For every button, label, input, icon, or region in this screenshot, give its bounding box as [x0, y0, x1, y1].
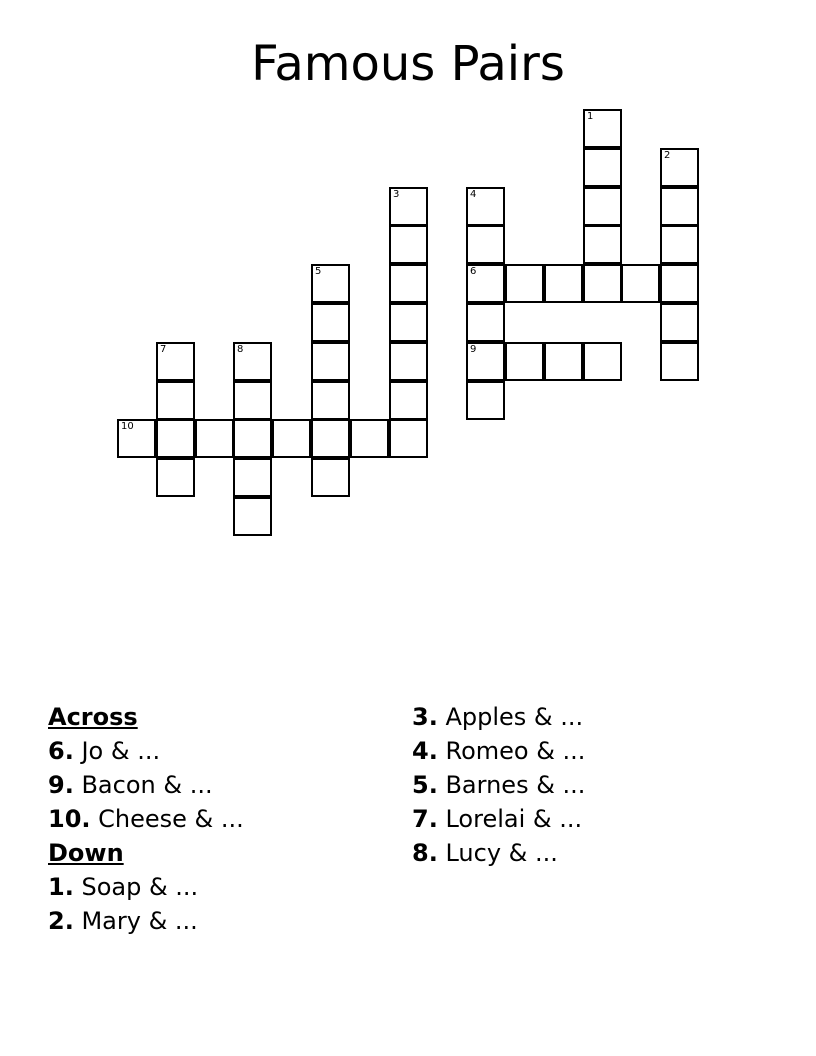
clue-down-3[interactable]: [412, 700, 772, 734]
grid-cell[interactable]: [660, 303, 699, 342]
clue-text: Mary & ...: [81, 907, 198, 935]
grid-cell[interactable]: [583, 342, 622, 381]
grid-cell[interactable]: [195, 419, 234, 458]
grid-cell[interactable]: [583, 187, 622, 226]
cell-number: 7: [160, 344, 167, 355]
grid-cell[interactable]: [660, 264, 699, 303]
clue-down-7[interactable]: [412, 802, 772, 836]
clue-down-1[interactable]: [48, 870, 378, 904]
grid-cell[interactable]: [311, 381, 350, 420]
grid-cell[interactable]: [466, 381, 505, 420]
clue-across-6[interactable]: [48, 734, 378, 768]
clue-text: Soap & ...: [81, 873, 199, 901]
grid-cell[interactable]: [389, 381, 428, 420]
grid-cell[interactable]: [272, 419, 311, 458]
grid-cell[interactable]: [389, 303, 428, 342]
grid-cell[interactable]: [466, 342, 505, 381]
cell-number: 6: [470, 266, 477, 277]
clue-number: 5.: [412, 771, 438, 799]
across-heading: Across: [48, 703, 138, 731]
grid-cell[interactable]: [117, 419, 156, 458]
grid-cell[interactable]: [660, 187, 699, 226]
clue-text: Lucy & ...: [445, 839, 558, 867]
grid-cell[interactable]: [505, 264, 544, 303]
grid-cell[interactable]: [233, 419, 272, 458]
grid-cell[interactable]: [389, 419, 428, 458]
grid-cell[interactable]: [466, 264, 505, 303]
grid-cell[interactable]: [660, 225, 699, 264]
grid-cell[interactable]: [311, 342, 350, 381]
clue-down-2[interactable]: [48, 904, 378, 938]
clue-down-5[interactable]: [412, 768, 772, 802]
grid-cell[interactable]: [311, 264, 350, 303]
grid-cell[interactable]: [583, 148, 622, 187]
clue-text: Apples & ...: [445, 703, 584, 731]
clue-number: 6.: [48, 737, 74, 765]
grid-cell[interactable]: [466, 225, 505, 264]
cell-number: 3: [393, 189, 400, 200]
clue-text: Romeo & ...: [445, 737, 586, 765]
clue-text: Lorelai & ...: [445, 805, 583, 833]
grid-cell[interactable]: [621, 264, 660, 303]
grid-cell[interactable]: [233, 497, 272, 536]
clue-number: 10.: [48, 805, 91, 833]
clue-down-4[interactable]: [412, 734, 772, 768]
clue-down-8[interactable]: [412, 836, 772, 870]
grid-cell[interactable]: [156, 381, 195, 420]
grid-cell[interactable]: [233, 381, 272, 420]
clue-number: 1.: [48, 873, 74, 901]
grid-cell[interactable]: [389, 225, 428, 264]
grid-cell[interactable]: [156, 419, 195, 458]
grid-cell[interactable]: [583, 109, 622, 148]
grid-cell[interactable]: [389, 342, 428, 381]
clue-across-10[interactable]: [48, 802, 378, 836]
cell-number: 8: [237, 344, 244, 355]
grid-cell[interactable]: [544, 342, 583, 381]
clue-number: 7.: [412, 805, 438, 833]
clue-across-9[interactable]: [48, 768, 378, 802]
grid-cell[interactable]: [583, 264, 622, 303]
clue-text: Bacon & ...: [81, 771, 213, 799]
grid-cell[interactable]: [544, 264, 583, 303]
grid-cell[interactable]: [350, 419, 389, 458]
cell-number: 1: [587, 111, 594, 122]
page-title: Famous Pairs: [251, 36, 565, 92]
grid-cell[interactable]: [311, 458, 350, 497]
cell-number: 9: [470, 344, 477, 355]
grid-cell[interactable]: [311, 303, 350, 342]
clue-text: Cheese & ...: [98, 805, 244, 833]
grid-cell[interactable]: [466, 187, 505, 226]
grid-cell[interactable]: [505, 342, 544, 381]
grid-cell[interactable]: [156, 458, 195, 497]
grid-cell[interactable]: [311, 419, 350, 458]
down-heading: Down: [48, 839, 124, 867]
grid-cell[interactable]: [389, 187, 428, 226]
cell-number: 10: [121, 421, 134, 432]
grid-cell[interactable]: [660, 342, 699, 381]
grid-cell[interactable]: [389, 264, 428, 303]
cell-number: 4: [470, 189, 477, 200]
clue-number: 3.: [412, 703, 438, 731]
clues-column-right: [412, 700, 772, 870]
cell-number: 2: [664, 150, 671, 161]
grid-cell[interactable]: [660, 148, 699, 187]
grid-cell[interactable]: [466, 303, 505, 342]
grid-cell[interactable]: [233, 342, 272, 381]
clue-number: 4.: [412, 737, 438, 765]
clue-text: Jo & ...: [81, 737, 161, 765]
clue-number: 9.: [48, 771, 74, 799]
grid-cell[interactable]: [156, 342, 195, 381]
clue-number: 2.: [48, 907, 74, 935]
clues-column-left: [48, 700, 378, 938]
cell-number: 5: [315, 266, 322, 277]
grid-cell[interactable]: [583, 225, 622, 264]
grid-cell[interactable]: [233, 458, 272, 497]
clue-number: 8.: [412, 839, 438, 867]
clue-text: Barnes & ...: [445, 771, 586, 799]
